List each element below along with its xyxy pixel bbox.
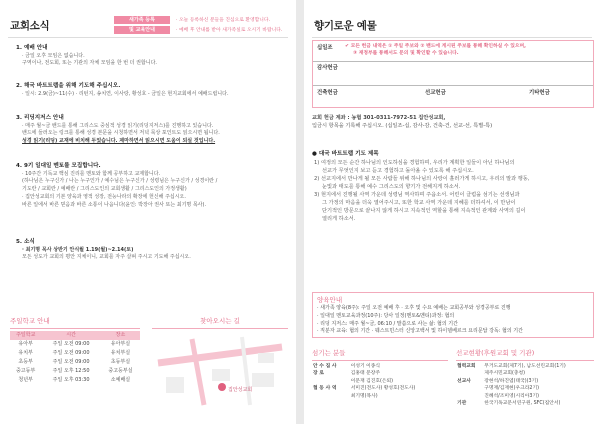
section-news [16, 238, 288, 262]
page-title: 향기로운 예물 [314, 20, 377, 32]
list-item: · 일대일 멘토교육과정(10주): 당사 일정(멘토&멘티)과정: 협의 [317, 312, 455, 319]
servants-title: 섬기는 분들 [312, 348, 448, 361]
table-row: 유치부 주일 오전 09:00 유치부실 [18, 349, 131, 356]
section-heading: 1. 예배 안내 [16, 45, 48, 51]
table-row: 최기명(목사) [350, 393, 378, 399]
section-heading: 3. 리딩지저스 안내 [16, 115, 64, 121]
map-label: 집안성교회 [228, 387, 253, 394]
table-row: 기관 한국기독교문서연구원, SFC(집안서) [457, 401, 561, 407]
section-line: (하나님은 누구신가 / 나는 누구인가 / 예수님은 누구신가 / 성령님은 누구신가 / 성경이란 / [22, 178, 218, 185]
table-row: 이문재 김진호(은퇴) [350, 378, 394, 384]
list-item: · 새가족 양육(8주): 주일 오전 예배 후 · 오후 및 수요 예배는 교회공부와 성경공부로 진행 [317, 305, 511, 312]
section-heading: 2. 해국 바트트랩을 위해 기도해 주십시오. [16, 83, 121, 89]
table-row: 청년부 주일 오후 03:30 소예배실 [18, 376, 131, 383]
missions-title: 선교현황(후원교회 및 기관) [456, 348, 594, 361]
schedule-title: 주일학교 안내 [10, 316, 140, 329]
directions-map [152, 333, 288, 407]
section-line: 기도란 / 교회란 / 예배란 / 그리스도인의 교회생활 / 그리스도인의 가정생활) [22, 186, 187, 193]
other-label: 기타헌금 [529, 90, 550, 96]
table-row: 선교사 장현석/하진엽(태국)(3기) [457, 378, 539, 384]
section-heading: 5. 소식 [16, 239, 35, 245]
schedule-header: 시간 [41, 331, 101, 340]
schedule-table [10, 331, 140, 385]
table-row: 중고등부 주일 오후 12:50 중고등부실 [15, 367, 133, 374]
newcomer-notes [176, 16, 282, 36]
section-line: 구역이나, 전도회, 또는 기관의 자체 모임을 한 번 더 권합니다. [22, 60, 157, 67]
building-label: 건축헌금 [317, 90, 338, 96]
tag-line-1: 새가족 등록 [114, 16, 170, 24]
tag-line-2: 및 교육안내 [114, 26, 170, 34]
schedule-header: 주일학교 [10, 331, 41, 340]
discipleship-title: 양육안내 [317, 296, 343, 304]
tithe-label: 십일조 [317, 45, 333, 51]
section-mission-trip [16, 82, 288, 98]
account-line: 교회 헌금 계좌 : 농협 301-0311-7972-51 집안성교회, [312, 115, 446, 121]
prayer-requests: ● 대국 바트트랩 기도 제목 1) 여정의 모든 순간 하나님의 인도하심을 경험하며, 우리가 계획한 일들이 아닌 하나님의 선교가 무엇인지 보고 듣고 경험하고 돌아올 수 있도록 해 주십시오. 2) 선교지에서 만나게 될 모든 사람들 위해 하나님의 사랑이 흘러가게 하시고, 우리의 말과 행동, 눈빛과 태도를 통해 예수 그리스도의 향기가 전해지게 하소서. 3) 현지에서 진행될 사역 가운데 성령님 역사하며 주옵소서. 어린이 클럽을 섬기는 선생님과 그 가정의 마음을 더욱 열어주시고, 또한 학교 사역 가운데 지혜를 더하셔서, 이 만남이 단기적인 방문으로 끝나지 않게 하시고 지속적인 역할을 통해 지속적인 관계와 사역의 길이 열리게 하소서. [312, 150, 594, 223]
section-line: 모든 성도가 교회의 평안 지체이니, 교회를 자주 살펴 주시고 기도해 주십시오. [22, 254, 191, 261]
table-row: 제주시민교회(충청) [484, 371, 526, 377]
section-reading-jesus [16, 114, 288, 146]
prayer-title: ● 대국 바트트랩 기도 제목 [312, 151, 379, 157]
left-header [8, 12, 288, 38]
missions [456, 348, 594, 408]
directions-title: 찾아오시는 길 [152, 316, 288, 329]
account-info [312, 114, 594, 130]
thanks-label: 감사헌금 [317, 65, 338, 71]
account-line-2: 입금시 항목을 기록해 주십시오. (십일조-십, 감사-감, 건축-건, 선교-선, 특별-특) [312, 123, 493, 130]
table-row: 유아부 주일 오전 09:00 유아부실 [18, 340, 131, 347]
section-line: · 일시: 2.9(금)~11(수) · 리턴지, 송치연, 이사랑, 황성호 - 금일은 현지교회에서 예배드립니다. [22, 90, 229, 97]
table-row: 초등부 주일 오전 09:00 초등부실 [18, 358, 131, 365]
section-line: · 금일 오후 모임은 없습니다. [22, 52, 85, 59]
section-worship [16, 44, 288, 68]
section-line: · 최기명 목사 상반기 안식월 1.19(월)~2.14(토) [22, 246, 134, 253]
section-line: · 집안성교회의 기본 양육과 영적 성장, 전능나라의 확장에 헌신해 주십시오. [22, 193, 186, 200]
list-item: · 리딩 지저스: 매주 월~금, 06:10 / 말씀으로 사는 삶: 협의 기간 [317, 320, 458, 327]
map-illustration [152, 333, 288, 407]
page-spine [296, 0, 304, 424]
right-page [304, 0, 600, 424]
table-row: 구명재/김재현(우크라2기) [484, 386, 539, 392]
section-heading: 4. 9기 일대일 멘토를 모집합니다. [16, 163, 101, 169]
discipleship-box [312, 292, 594, 338]
location-pin-icon [218, 383, 226, 391]
section-line: · 10주간 기독교 핵심 진리를 멘토와 함께 공부하고 교제합니다. [22, 170, 161, 177]
table-row: 협력교회 무거도교회(제7기), 남도선린교회(1기) [457, 364, 566, 370]
offering-box [312, 40, 594, 108]
mission-label: 선교헌금 [425, 90, 446, 96]
section-line: · 매주 월~금 밴드를 통해 그리스도 중심적 성경 읽기(리딩지저스)를 진행하고 있습니다. [22, 122, 214, 129]
offering-note: ✔ 모든 헌금 내역은 ① 주일 주보와 ② 밴드에 게시된 주보를 통해 확인하실 수 있으며, ③ 재정부를 통해서도 문의 및 확인할 수 있습니다. [345, 44, 526, 56]
table-row: 협 동 사 역 서미진(전도사) 황성호(전도사) [313, 386, 416, 392]
schedule-header: 장소 [101, 331, 140, 340]
newcomer-tag [114, 16, 170, 36]
section-line: 바른 일에서 바른 믿음과 바른 소통이 나옵니다(윤인: 박장아 권사 또는 최기명 목사). [22, 201, 207, 208]
page-title: 교회소식 [10, 20, 50, 32]
note-line-1: · 오늘 등록하신 분들을 진심으로 환영합니다. [176, 18, 271, 23]
servants [312, 348, 448, 400]
right-header [312, 12, 592, 38]
sunday-school-schedule [10, 316, 140, 385]
section-line: 밴드에 들러오는 링크를 통해 성경 본문을 시청하면서 저녁 묵상 포인트도 읽으시면 됩니다. [22, 130, 220, 137]
table-row: 안 수 집 사 이성기 이종식 [313, 364, 381, 370]
table-row: 진혜석/조미영(시리아3기) [484, 393, 539, 399]
note-line-2: · 예배 후 안내를 받아 새가족실로 오시기 바랍니다. [176, 28, 283, 33]
table-row: 장 로 김홍태 문장주 [313, 371, 381, 377]
section-line: 성경 읽기(리딩) 교재에 비치해 두었습니다. 제마하면서 읽으시면 도움이 되실 것입니다. [22, 138, 216, 145]
section-mentor [16, 162, 288, 209]
directions [152, 316, 288, 407]
list-item: · 직분자 교육: 협의 기간 · 웨스트민스터 신앙고백서 및 하이델베르크 요리문답 강독: 협의 기간 [317, 328, 523, 335]
left-page [0, 0, 296, 424]
